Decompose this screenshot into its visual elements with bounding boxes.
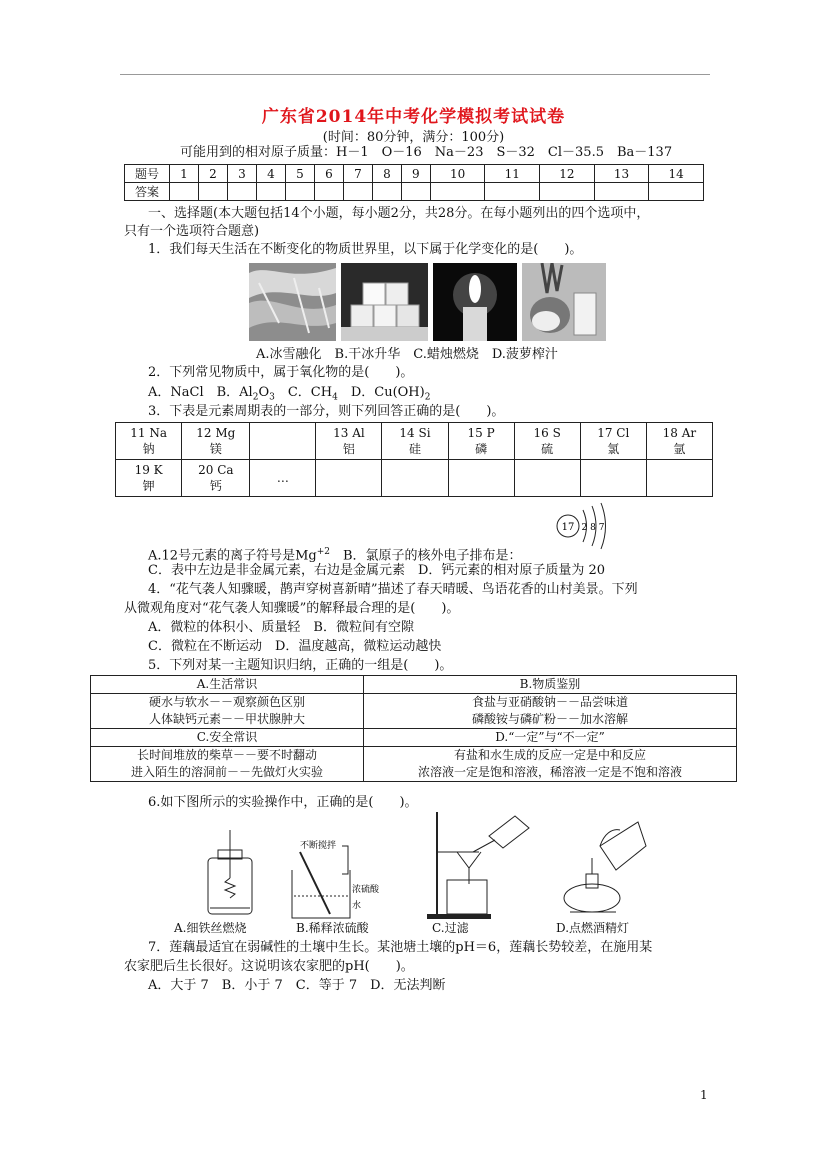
element-name: 钙 [209,479,222,493]
group-a-head: A.生活常识 [91,676,364,694]
answer-cell[interactable] [314,183,343,201]
answer-cell[interactable] [401,183,430,201]
caption-c: C.过滤 [432,921,469,935]
question-number: 14 [649,165,704,183]
question-number: 9 [401,165,430,183]
group-a-body [91,694,364,729]
caption-d: D.点燃酒精灯 [556,921,630,935]
group-d-line: 有盐和水生成的反应一定是中和反应 [453,748,646,762]
q2-o: O [258,385,270,400]
ellipsis: … [276,471,289,485]
answer-cell[interactable] [594,183,649,201]
element-symbol: 18 Ar [662,426,697,440]
q4-stem-1: 4．“花气袭人知骤暖，鹊声穿树喜新晴”描述了春天晴暖、鸟语花香的山村美景。下列 [148,582,638,597]
element-name: 硫 [541,442,554,456]
group-a-line: 硬水与软水－－观察颜色区别 [148,695,305,709]
element-name: 钾 [142,479,155,493]
element-cell [448,423,514,460]
answer-cell[interactable] [343,183,372,201]
answer-cell[interactable] [485,183,540,201]
element-cell [382,460,448,497]
element-cell [646,423,712,460]
question-number: 1 [170,165,199,183]
element-symbol: 14 Si [399,426,431,440]
caption-a: A.细铁丝燃烧 [174,921,247,935]
section1-intro-1: 一、选择题(本大题包括14个小题，每小题2分，共28分。在每小题列出的四个选项中， [148,206,650,221]
atom-nucleus: 17 [561,522,575,533]
q2-option-a: A．NaCl B．Al [148,385,253,400]
element-symbol: 19 K [134,463,163,477]
element-symbol: 11 Na [130,426,167,440]
chlorine-atom-diagram [548,500,618,552]
caption-b: B.稀释浓硫酸 [296,921,369,935]
element-name: 镁 [209,442,222,456]
q2-sub: 2 [424,392,431,403]
group-d-body [364,747,737,782]
element-cell [116,460,182,497]
question-number: 11 [485,165,540,183]
exam-title: 广东省2014年中考化学模拟考试试卷 [261,107,566,127]
q1-stem: 1．我们每天生活在不断变化的物质世界里，以下属于化学变化的是( )。 [148,242,583,257]
element-symbol: 20 Ca [198,463,234,477]
question-number: 13 [594,165,649,183]
group-c-line: 长时间堆放的柴草－－要不时翻动 [136,748,317,762]
element-cell [382,423,448,460]
element-cell [646,460,712,497]
atomic-mass-line: 可能用到的相对原子质量：H－1 O－16 Na－23 S－32 Cl－35.5 Ba－137 [180,145,673,160]
element-name: 氯 [607,442,620,456]
answer-cell[interactable] [227,183,256,201]
group-b-head: B.物质鉴别 [364,676,737,694]
label-water: 水 [352,901,362,911]
q4-stem-2: 从微观角度对“花气袭人知骤暖”的解释最合理的是( )。 [124,601,460,616]
element-name: 钠 [142,442,155,456]
exam-subtitle: (时间：80分钟，满分：100分) [322,130,505,145]
element-cell [580,423,646,460]
question-number: 10 [430,165,485,183]
group-c-head: C.安全常识 [91,729,364,747]
question-number: 8 [372,165,401,183]
atom-shells: 2 8 7 [581,523,605,533]
q7-options: A．大于 7 B．小于 7 C．等于 7 D．无法判断 [148,978,446,993]
element-cell [514,460,580,497]
q2-sub: 3 [269,392,275,403]
answer-row-label: 答案 [125,183,170,201]
group-a-line: 人体缺钙元素－－甲状腺肿大 [148,712,305,726]
answer-cell[interactable] [649,183,704,201]
q3-charge: +2 [316,547,330,557]
answer-cell[interactable] [430,183,485,201]
label-acid: 浓硫酸 [352,885,380,895]
element-cell [316,423,382,460]
question-number: 5 [285,165,314,183]
element-cell [250,423,316,460]
question-number: 4 [256,165,285,183]
filtration-diagram [425,812,535,920]
q3-options-cd: C．表中左边是非金属元素，右边是金属元素 D．钙元素的相对原子质量为 20 [148,563,606,578]
answer-cell[interactable] [540,183,595,201]
q4-options-cd: C．微粒在不断运动 D．温度越高，微粒运动越快 [148,639,442,654]
element-symbol: 15 P [467,426,495,440]
element-cell [116,423,182,460]
element-cell [580,460,646,497]
knowledge-table [90,675,737,782]
header-rule [120,74,710,75]
group-b-body [364,694,737,729]
element-cell [448,460,514,497]
element-cell [250,460,316,497]
q2-sub: 2 [252,392,259,403]
element-symbol: 13 Al [333,426,365,440]
q2-option-c: C．CH [274,385,333,400]
element-symbol: 12 Mg [196,426,236,440]
element-cell [316,460,382,497]
answer-cell[interactable] [170,183,199,201]
element-name: 磷 [475,442,488,456]
pineapple-juice-photo [522,263,606,341]
answer-cell[interactable] [198,183,227,201]
element-name: 铝 [342,442,355,456]
ice-melting-photo [249,263,336,341]
q7-stem-2: 农家肥后生长很好。这说明该农家肥的pH( )。 [124,959,414,974]
q3-option-a: A.12号元素的离子符号是Mg [148,548,317,564]
periodic-table [115,422,713,497]
group-b-line: 食盐与亚硝酸钠－－品尝味道 [471,695,628,709]
label-stir: 不断搅拌 [300,841,337,851]
element-cell [182,460,250,497]
answer-cell[interactable] [256,183,285,201]
element-cell [182,423,250,460]
candle-photo [433,263,517,341]
answer-table-header-label: 题号 [125,165,170,183]
q2-option-d: D．Cu(OH) [337,385,425,400]
element-symbol: 17 Cl [597,426,630,440]
q1-options: A.冰雪融化 B.干冰升华 C.蜡烛燃烧 D.菠萝榨汁 [256,347,558,362]
element-name: 硅 [408,442,421,456]
q2-sub: 4 [332,392,338,403]
q3-stem: 3．下表是元素周期表的一部分，则下列回答正确的是( )。 [148,404,505,419]
element-cell [514,423,580,460]
q4-options-ab: A．微粒的体积小、质量轻 B．微粒间有空隙 [148,620,414,635]
question-number: 12 [540,165,595,183]
q2-stem: 2．下列常见物质中，属于氧化物的是( )。 [148,365,414,380]
dry-ice-photo [341,263,428,341]
answer-table [124,164,704,201]
group-d-line: 浓溶液一定是饱和溶液，稀溶液一定是不饱和溶液 [417,765,682,779]
q5-stem: 5．下列对某一主题知识归纳，正确的一组是( )。 [148,658,453,673]
element-symbol: 16 S [533,426,561,440]
answer-cell[interactable] [372,183,401,201]
question-number: 2 [198,165,227,183]
group-c-body [91,747,364,782]
group-b-line: 磷酸铵与磷矿粉－－加水溶解 [471,712,628,726]
group-d-head: D.“一定”与“不一定” [364,729,737,747]
iron-wire-burning-diagram [200,828,260,916]
q6-stem: 6.如下图所示的实验操作中，正确的是( )。 [148,795,418,810]
question-number: 6 [314,165,343,183]
question-number: 7 [343,165,372,183]
q7-stem-1: 7．莲藕最适宜在弱碱性的土壤中生长。某池塘土壤的pH＝6，莲藕长势较差，在施用某 [148,940,653,955]
page-number: 1 [700,1088,708,1102]
answer-cell[interactable] [285,183,314,201]
group-c-line: 进入陌生的溶洞前－－先做灯火实验 [130,765,323,779]
section1-intro-2: 只有一个选项符合题意) [124,224,260,239]
question-number: 3 [227,165,256,183]
dilute-sulfuric-acid-diagram [290,834,380,920]
alcohol-lamp-diagram [560,816,650,922]
q3-option-b: B．氯原子的核外电子排布是： [329,548,522,564]
element-name: 氩 [673,442,686,456]
